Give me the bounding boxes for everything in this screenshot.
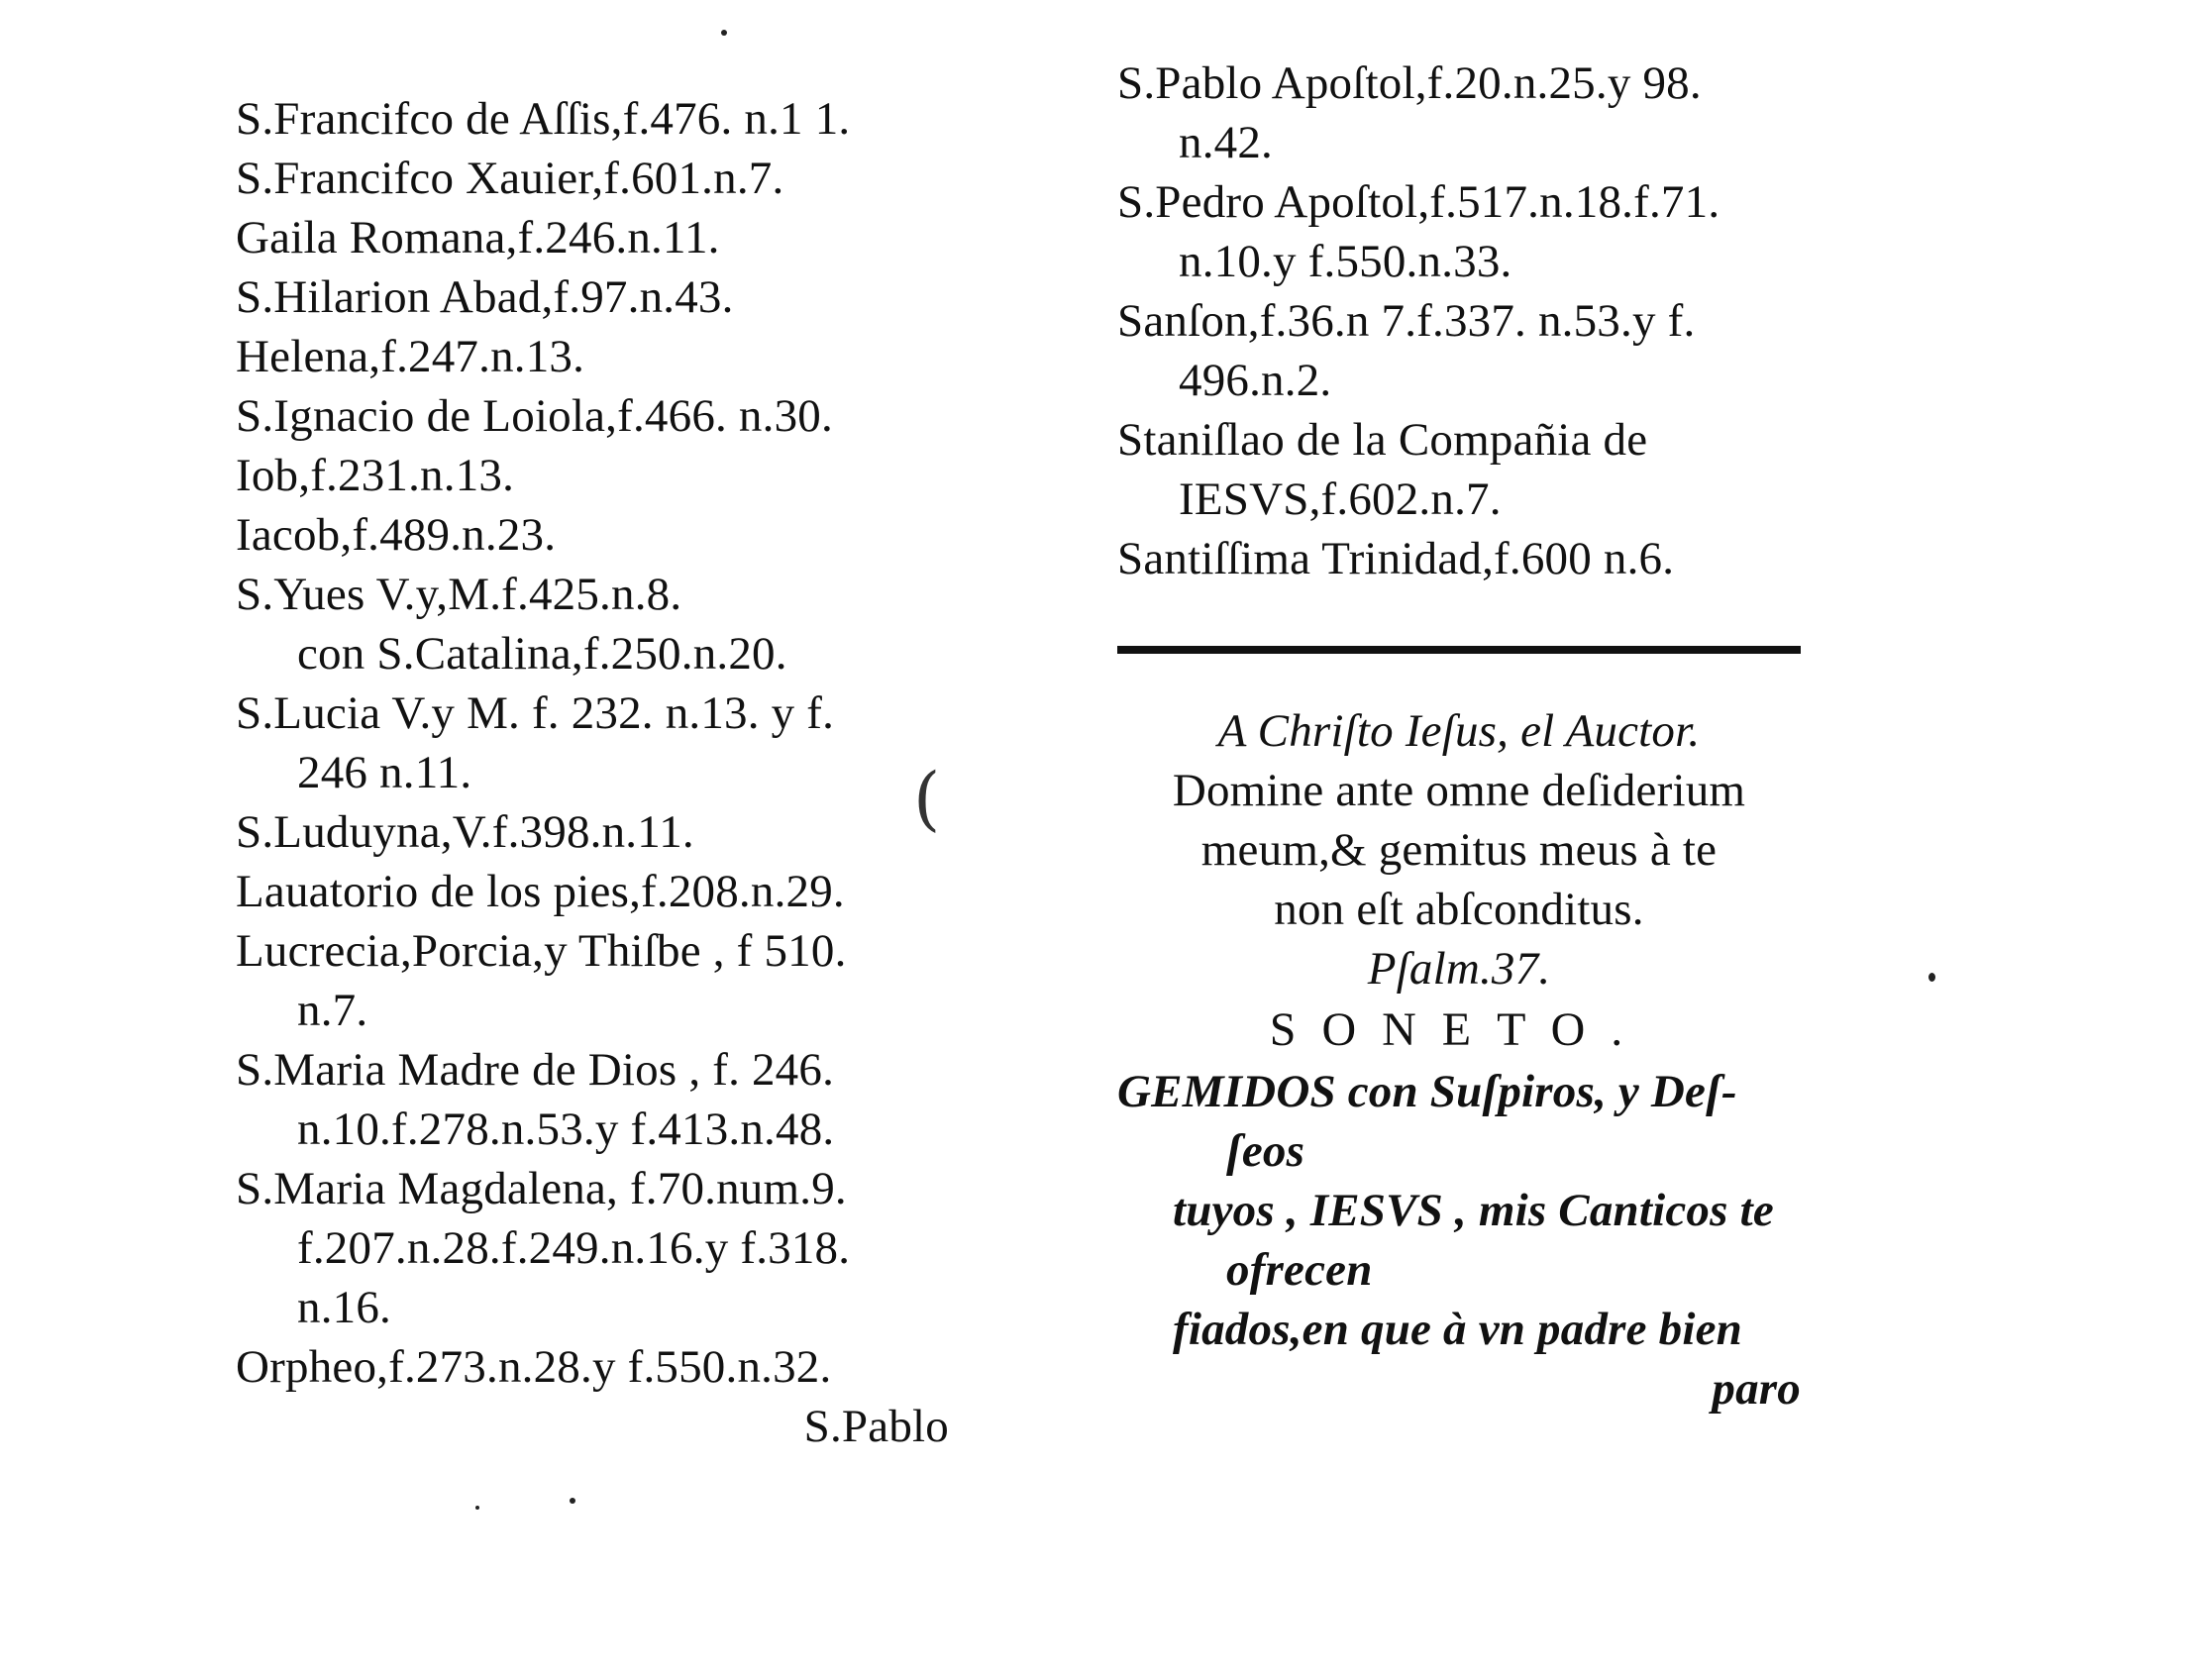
- scan-speck: [1928, 973, 1935, 982]
- index-entry: S.Maria Magdalena, f.70.num.9.: [236, 1163, 847, 1214]
- epigraph-source: Pſalm.37.: [1367, 943, 1551, 995]
- index-entry: IESVS,f.602.n.7.: [1179, 473, 1502, 525]
- section-divider-rule: [1117, 646, 1801, 654]
- index-entry: S.Maria Madre de Dios , f. 246.: [236, 1044, 835, 1096]
- index-entry: S.Yues V.y,M.f.425.n.8.: [236, 569, 682, 620]
- index-entry: n.7.: [297, 985, 368, 1036]
- index-entry: Sanſon,f.36.n 7.f.337. n.53.y f.: [1117, 295, 1696, 347]
- index-entry: Lucrecia,Porcia,y Thiſbe , f 510.: [236, 925, 847, 977]
- latin-epigraph: [1117, 761, 1830, 939]
- index-entry: f.207.n.28.f.249.n.16.y f.318.: [297, 1222, 851, 1274]
- sonnet-verse-line: GEMIDOS con Suſpiros, y Deſ-: [1117, 1066, 1737, 1117]
- scan-speck: [721, 30, 727, 36]
- right-index-entries: [1117, 53, 1830, 588]
- catchword: S.Pablo: [803, 1401, 949, 1452]
- index-entry: Staniſlao de la Compañia de: [1117, 414, 1648, 466]
- index-entry: n.10.f.278.n.53.y f.413.n.48.: [297, 1103, 835, 1155]
- index-entry: S.Ignacio de Loiola,f.466. n.30.: [236, 390, 833, 442]
- dedication-line: A Chriſto Ieſus, el Auctor.: [1217, 705, 1701, 757]
- sonnet-verses: [1117, 1062, 1830, 1418]
- index-entry: S.Francifco Xauier,f.601.n.7.: [236, 153, 784, 204]
- index-entry: 496.n.2.: [1179, 355, 1332, 406]
- scan-speck: [475, 1506, 479, 1510]
- index-entry: Gaila Romana,f.246.n.11.: [236, 212, 720, 263]
- sonnet-verse-line: tuyos , IESVS , mis Canticos te: [1173, 1185, 1774, 1236]
- index-entry: 246 n.11.: [297, 747, 472, 798]
- right-column: [1117, 53, 1830, 1418]
- margin-bracket-mark: (: [913, 758, 941, 839]
- index-entry: n.16.: [297, 1282, 391, 1333]
- left-index-entries: [236, 89, 949, 1397]
- index-entry: S.Pedro Apoſtol,f.517.n.18.f.71.: [1117, 176, 1720, 228]
- sonnet-verse-line: ſeos: [1226, 1125, 1305, 1177]
- index-entry: S.Hilarion Abad,f.97.n.43.: [236, 271, 734, 323]
- index-entry: Santiſſima Trinidad,f.600 n.6.: [1117, 533, 1675, 584]
- sonnet-verse-line: fiados,en que à vn padre bien: [1173, 1304, 1743, 1355]
- index-entry: S.Lucia V.y M. f. 232. n.13. y f.: [236, 687, 835, 739]
- index-entry: Orpheo,f.273.n.28.y f.550.n.32.: [236, 1341, 832, 1393]
- left-index-column: [236, 89, 949, 1456]
- index-entry: n.42.: [1179, 117, 1273, 168]
- epigraph-line: non eſt abſconditus.: [1274, 884, 1644, 935]
- index-entry: S.Luduyna,V.f.398.n.11.: [236, 806, 694, 858]
- index-entry: Lauatorio de los pies,f.208.n.29.: [236, 866, 845, 917]
- epigraph-line: Domine ante omne deſiderium: [1172, 765, 1746, 816]
- index-entry: S.Pablo Apoſtol,f.20.n.25.y 98.: [1117, 57, 1702, 109]
- index-entry: S.Francifco de Aſſis,f.476. n.1 1.: [236, 93, 851, 145]
- index-entry: Iob,f.231.n.13.: [236, 450, 515, 501]
- sonnet-verse-line: paro: [1712, 1363, 1801, 1415]
- sonnet-title: SONETO.: [1269, 1003, 1649, 1056]
- sonnet-verse-line: ofrecen: [1226, 1244, 1373, 1296]
- scan-speck: [570, 1498, 575, 1504]
- index-entry: Iacob,f.489.n.23.: [236, 509, 557, 561]
- epigraph-line: meum,& gemitus meus à te: [1200, 824, 1718, 876]
- index-entry: con S.Catalina,f.250.n.20.: [297, 628, 787, 680]
- index-entry: n.10.y f.550.n.33.: [1179, 236, 1512, 287]
- index-entry: Helena,f.247.n.13.: [236, 331, 585, 382]
